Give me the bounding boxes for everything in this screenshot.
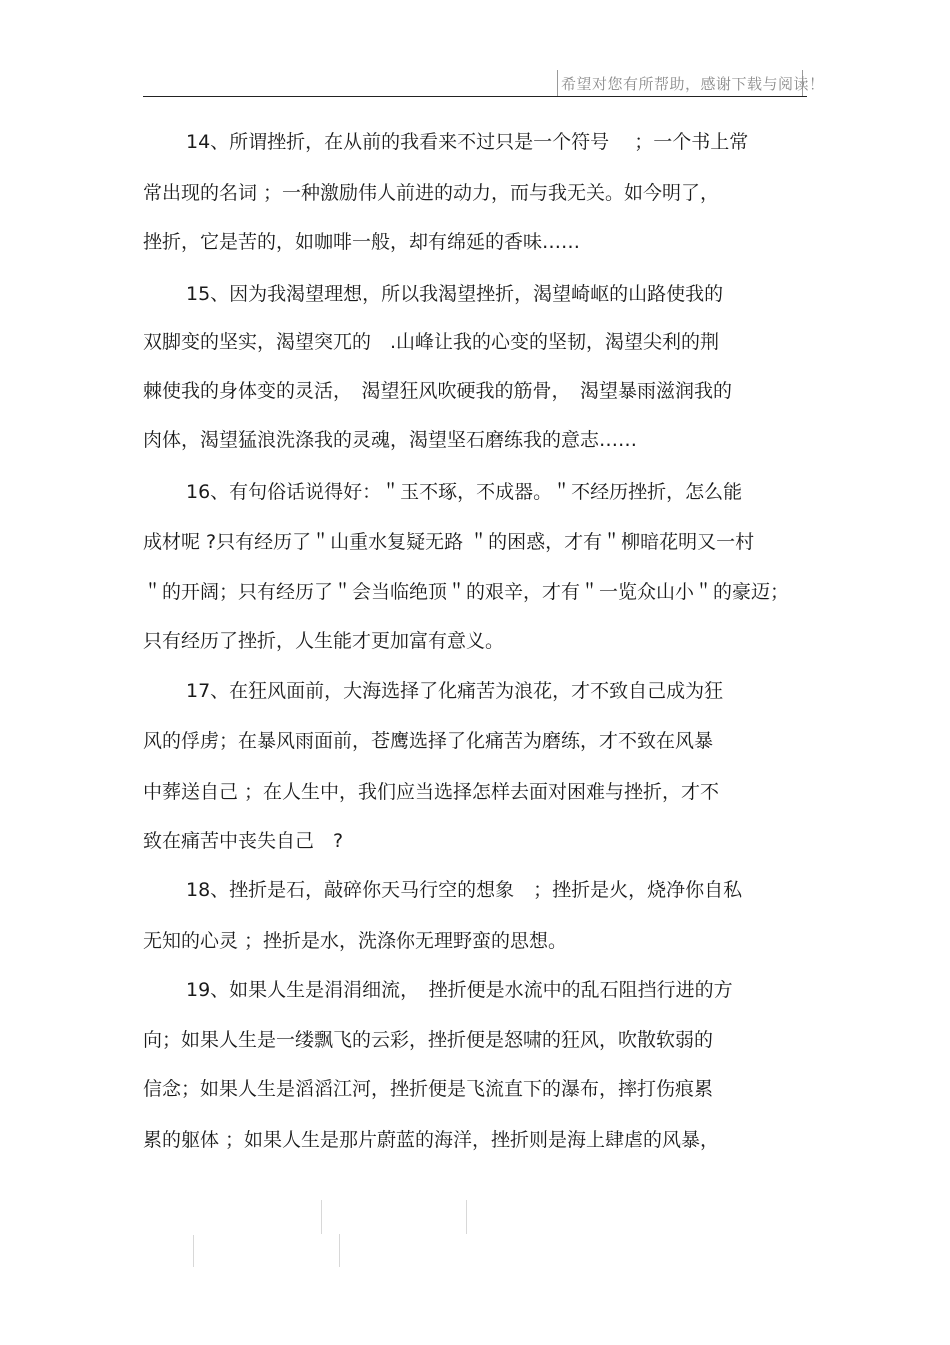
text-line: 风的俘虏；在暴风雨面前，苍鹰选择了化痛苦为磨练，才不致在风暴 — [143, 730, 714, 752]
text-line: 17、在狂风面前，大海选择了化痛苦为浪花，才不致自己成为狂 — [186, 680, 724, 702]
text-line: 成材呢 ?只有经历了＂山重水复疑无路 ＂的困惑，才有＂柳暗花明又一村 — [143, 531, 755, 553]
text-line: 19、如果人生是涓涓细流， 挫折便是水流中的乱石阻挡行进的方 — [186, 979, 733, 1001]
scan-artifact-line — [193, 1235, 194, 1267]
scan-artifact-line — [321, 1200, 322, 1234]
scan-artifact-line — [466, 1200, 467, 1234]
text-line: 16、有句俗话说得好：＂玉不琢，不成器。＂不经历挫折，怎么能 — [186, 481, 743, 503]
text-line: 中葬送自己 ；在人生中，我们应当选择怎样去面对困难与挫折，才不 — [143, 781, 720, 803]
text-line: 无知的心灵 ；挫折是水，洗涤你无理野蛮的思想。 — [143, 930, 568, 952]
text-line: 信念；如果人生是滔滔江河，挫折便是飞流直下的瀑布，摔打伤痕累 — [143, 1078, 714, 1100]
text-line: 双脚变的坚实，渴望突兀的 .山峰让我的心变的坚韧，渴望尖利的荆 — [143, 331, 720, 353]
header-rule — [143, 96, 807, 97]
text-line: 14、所谓挫折，在从前的我看来不过只是一个符号 ；一个书上常 — [186, 131, 749, 153]
text-line: 18、挫折是石，敲碎你天马行空的想象 ；挫折是火，烧净你自私 — [186, 879, 743, 901]
header-text: 希望对您有所帮助，感谢下载与阅读！ — [561, 75, 825, 93]
text-line: 向；如果人生是一缕飘飞的云彩，挫折便是怒啸的狂风，吹散软弱的 — [143, 1029, 714, 1051]
text-line: 棘使我的身体变的灵活， 渴望狂风吹硬我的筋骨， 渴望暴雨滋润我的 — [143, 380, 733, 402]
text-line: 挫折，它是苦的，如咖啡一般，却有绵延的香味…… — [143, 231, 581, 253]
text-line: ＂的开阔；只有经历了＂会当临绝顶＂的艰辛，才有＂一览众山小＂的豪迈； — [143, 581, 790, 603]
scan-artifact-line — [339, 1234, 340, 1267]
text-line: 肉体，渴望猛浪洗涤我的灵魂，渴望坚石磨练我的意志…… — [143, 429, 638, 451]
text-line: 累的躯体 ；如果人生是那片蔚蓝的海洋，挫折则是海上肆虐的风暴， — [143, 1129, 720, 1151]
text-line: 只有经历了挫折，人生能才更加富有意义。 — [143, 630, 505, 652]
text-line: 常出现的名词 ；一种激励伟人前进的动力，而与我无关。如今明了， — [143, 182, 720, 204]
text-line: 致在痛苦中丧失自己 ? — [143, 830, 344, 852]
text-line: 15、因为我渴望理想，所以我渴望挫折，渴望崎岖的山路使我的 — [186, 283, 724, 305]
